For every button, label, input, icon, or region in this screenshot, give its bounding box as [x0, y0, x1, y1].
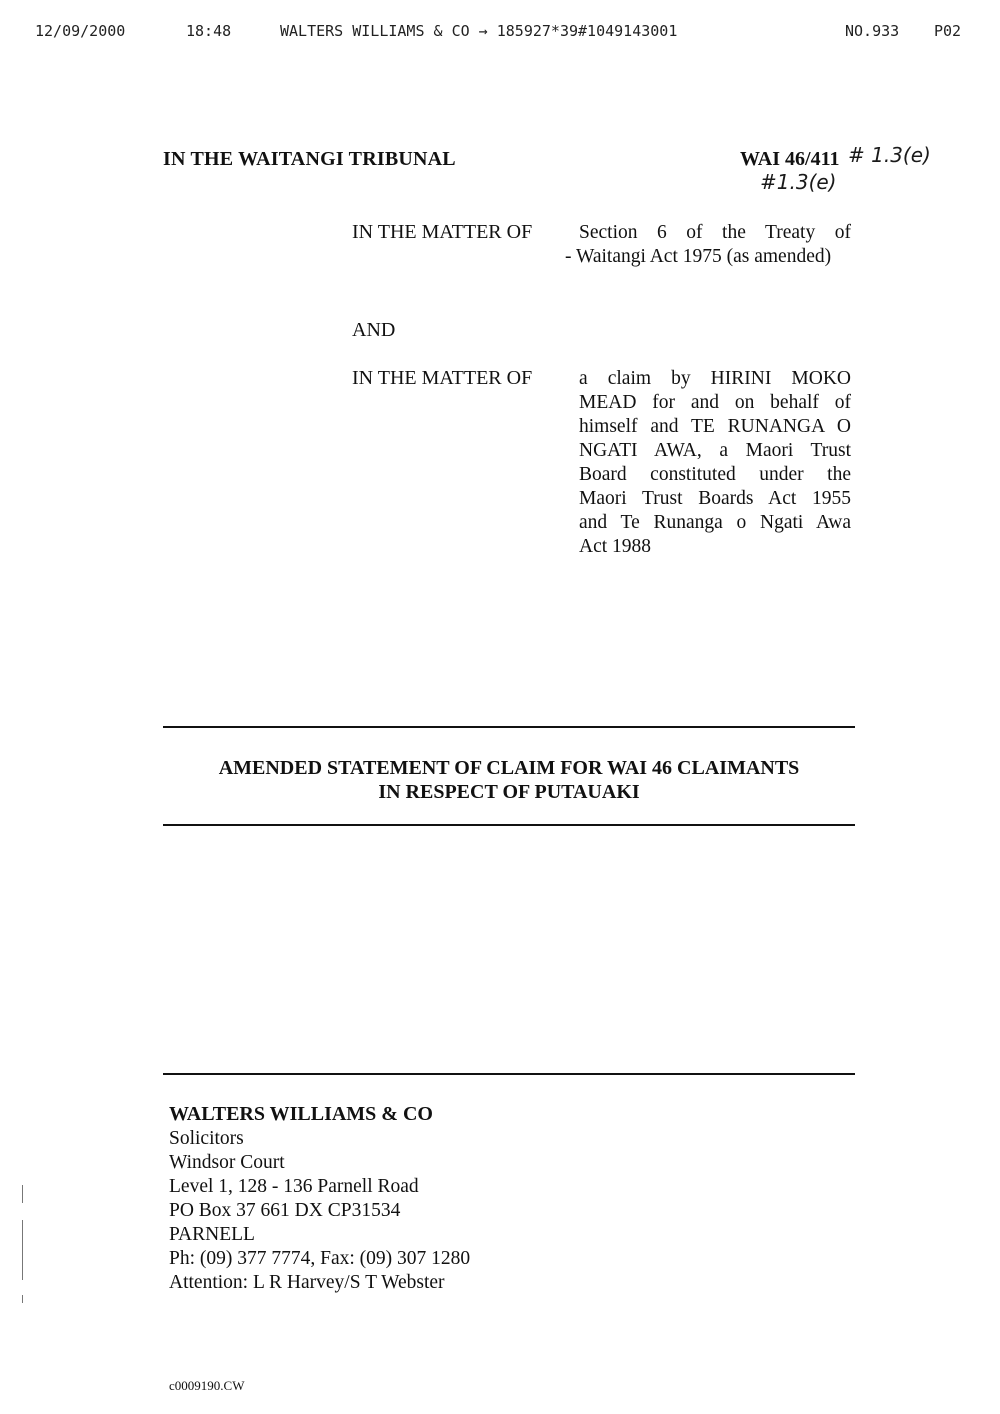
matter2-line: and Te Runanga o Ngati Awa: [579, 512, 851, 533]
solicitor-firm: WALTERS WILLIAMS & CO: [169, 1103, 433, 1125]
solicitor-line: Attention: L R Harvey/S T Webster: [169, 1272, 445, 1293]
matter2-line: himself and TE RUNANGA O: [579, 416, 851, 437]
handwritten-note-2: #1.3(e): [760, 170, 837, 194]
handwritten-note-1: # 1.3(e): [848, 143, 931, 167]
margin-scan-mark: [22, 1185, 23, 1203]
fax-transmission-header: [0, 0, 1000, 60]
divider-bottom: [163, 824, 855, 826]
matter2-line: Maori Trust Boards Act 1955: [579, 488, 851, 509]
matter1-line: Section 6 of the Treaty of: [579, 222, 851, 243]
fax-number: NO.933: [845, 22, 900, 40]
fax-date: 12/09/2000: [35, 22, 126, 40]
matter1-line: - Waitangi Act 1975 (as amended): [565, 246, 832, 267]
fax-page: P02: [934, 22, 962, 40]
matter2-line: NGATI AWA, a Maori Trust: [579, 440, 851, 461]
divider-solicitor: [163, 1073, 855, 1075]
matter-label-1: IN THE MATTER OF: [352, 221, 533, 243]
margin-scan-mark: [22, 1220, 23, 1280]
document-code: c0009190.CW: [169, 1378, 245, 1393]
matter-text-2: [579, 367, 851, 559]
fax-time: 18:48: [186, 22, 232, 40]
matter2-line: MEAD for and on behalf of: [579, 392, 851, 413]
document-title-line-2: IN RESPECT OF PUTAUAKI: [378, 781, 640, 803]
divider-top: [163, 726, 855, 728]
solicitor-line: PARNELL: [169, 1224, 255, 1245]
margin-scan-mark: [22, 1295, 23, 1303]
reference-number: WAI 46/411: [740, 148, 840, 170]
matter2-line: Act 1988: [579, 536, 652, 557]
solicitor-line: PO Box 37 661 DX CP31534: [169, 1200, 401, 1221]
solicitor-line: Level 1, 128 - 136 Parnell Road: [169, 1176, 419, 1197]
solicitor-line: Ph: (09) 377 7774, Fax: (09) 307 1280: [169, 1248, 471, 1269]
fax-sender-route: WALTERS WILLIAMS & CO → 185927*39#1049143001: [280, 22, 678, 40]
document-title: [163, 756, 855, 804]
solicitor-block: [169, 1102, 470, 1295]
tribunal-heading: IN THE WAITANGI TRIBUNAL: [163, 148, 456, 170]
and-label: AND: [352, 319, 396, 341]
matter2-line: a claim by HIRINI MOKO: [579, 368, 851, 389]
document-title-line-1: AMENDED STATEMENT OF CLAIM FOR WAI 46 CLAIMANTS: [218, 757, 800, 779]
matter2-line: Board constituted under the: [579, 464, 851, 485]
solicitor-line: Windsor Court: [169, 1152, 285, 1173]
matter-label-2: IN THE MATTER OF: [352, 367, 533, 389]
matter-text-1: [565, 221, 851, 269]
solicitor-line: Solicitors: [169, 1128, 244, 1149]
